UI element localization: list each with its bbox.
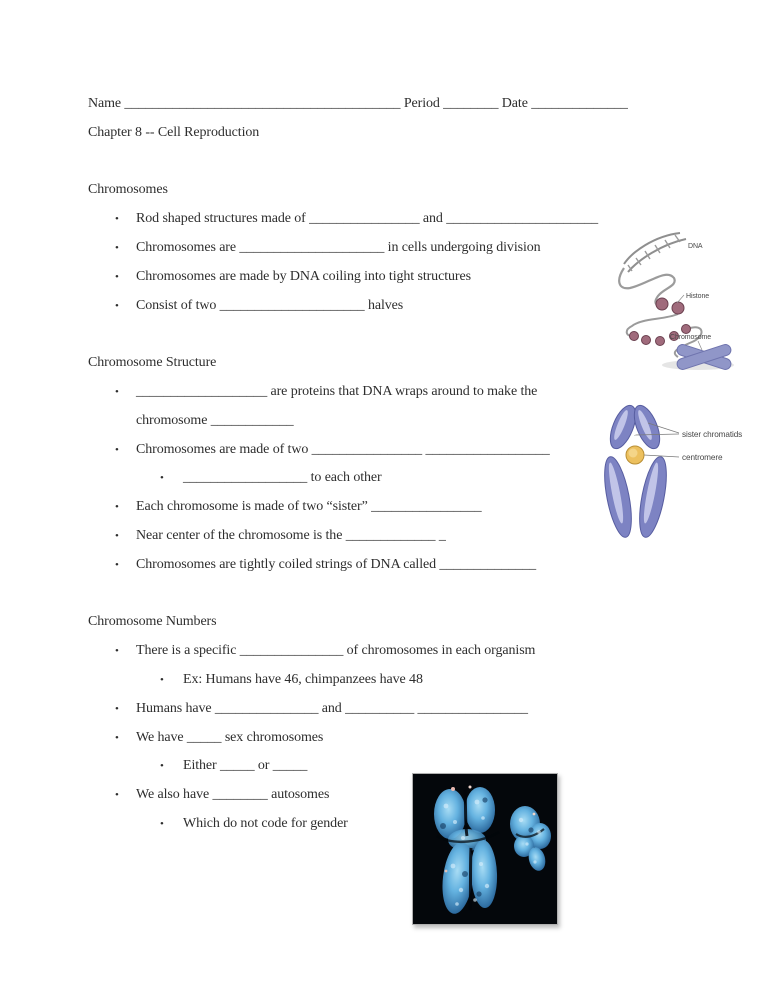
bullet-dot: •	[115, 645, 119, 658]
chromosome-label: Chromosome	[670, 334, 712, 341]
sister-chromatids-label: sister chromatids	[682, 430, 743, 439]
bullet-line	[88, 810, 728, 839]
line-text: There is a specific _______________ of chromosomes in each organism	[136, 643, 536, 659]
bullet-dot: •	[115, 731, 119, 744]
name-period-date-line: Name ________________________________________ Period ________ Date ______________	[88, 96, 628, 111]
bullet-dot: •	[115, 443, 119, 456]
bullet-line	[88, 781, 728, 810]
chromosome-structure-figure	[596, 399, 766, 549]
dna-label: DNA	[688, 243, 703, 250]
line-text: Near center of the chromosome is the _____________ _	[136, 527, 446, 543]
section-heading: Chromosome Structure	[88, 355, 217, 371]
line-text: Ex: Humans have 46, chimpanzees have 48	[183, 671, 423, 687]
bullet-dot: •	[160, 817, 164, 830]
line-text: We also have ________ autosomes	[136, 787, 330, 803]
chromatid-arms	[599, 402, 671, 539]
chapter-title: Chapter 8 -- Cell Reproduction	[88, 124, 260, 140]
bullet-dot: •	[115, 385, 119, 398]
bullet-dot: •	[115, 702, 119, 715]
line-text: Humans have _______________ and __________ ________________	[136, 700, 528, 716]
bullet-dot: •	[115, 789, 119, 802]
line-text: ___________________ are proteins that DNA wraps around to make the	[136, 383, 538, 399]
line-text: __________________ to each other	[183, 470, 382, 486]
bullet-line	[88, 695, 728, 724]
dna-ladder	[624, 233, 686, 272]
bullet-dot: •	[160, 760, 164, 773]
section-heading: Chromosome Numbers	[88, 614, 217, 630]
bullet-line	[88, 752, 728, 781]
bullet-dot: •	[115, 529, 119, 542]
bullet-line	[88, 637, 728, 666]
line-text: Chromosomes are made of two ________________ __________________	[136, 441, 550, 457]
histone-label: Histone	[686, 293, 710, 300]
line-text: chromosome ____________	[136, 412, 294, 428]
dna-coiling-illustration	[614, 224, 738, 372]
line-text: Which do not code for gender	[183, 815, 348, 831]
line-text: Consist of two _____________________ halves	[136, 297, 404, 313]
bullet-dot: •	[160, 673, 164, 686]
line-text: Chromosomes are _____________________ in cells undergoing division	[136, 239, 541, 255]
centromere-shape	[626, 446, 644, 464]
line-text: Chromosomes are tightly coiled strings of DNA called ______________	[136, 556, 537, 572]
line-text: Rod shaped structures made of ________________ and ______________________	[136, 211, 599, 227]
dna-coiling-figure	[614, 224, 738, 372]
chromosome-structure-illustration	[596, 399, 766, 549]
line-text: Chromosomes are made by DNA coiling into tight structures	[136, 268, 471, 284]
bullet-dot: •	[115, 213, 119, 226]
bullet-dot: •	[115, 241, 119, 254]
bullet-line	[88, 666, 728, 695]
chromosome-micrograph-figure	[412, 773, 558, 925]
bullet-dot: •	[115, 270, 119, 283]
bullet-dot: •	[115, 501, 119, 514]
line-text: We have _____ sex chromosomes	[136, 729, 324, 745]
chromosome-micrograph-image	[413, 774, 557, 924]
bullet-dot: •	[160, 472, 164, 485]
line-text: Each chromosome is made of two “sister” ________________	[136, 499, 482, 515]
line-text: Either _____ or _____	[183, 758, 308, 774]
section-heading: Chromosomes	[88, 182, 168, 198]
bullet-line	[88, 724, 728, 753]
bullet-dot: •	[115, 558, 119, 571]
centromere-label: centromere	[682, 453, 723, 462]
bullet-line	[88, 551, 728, 580]
bullet-dot: •	[115, 299, 119, 312]
